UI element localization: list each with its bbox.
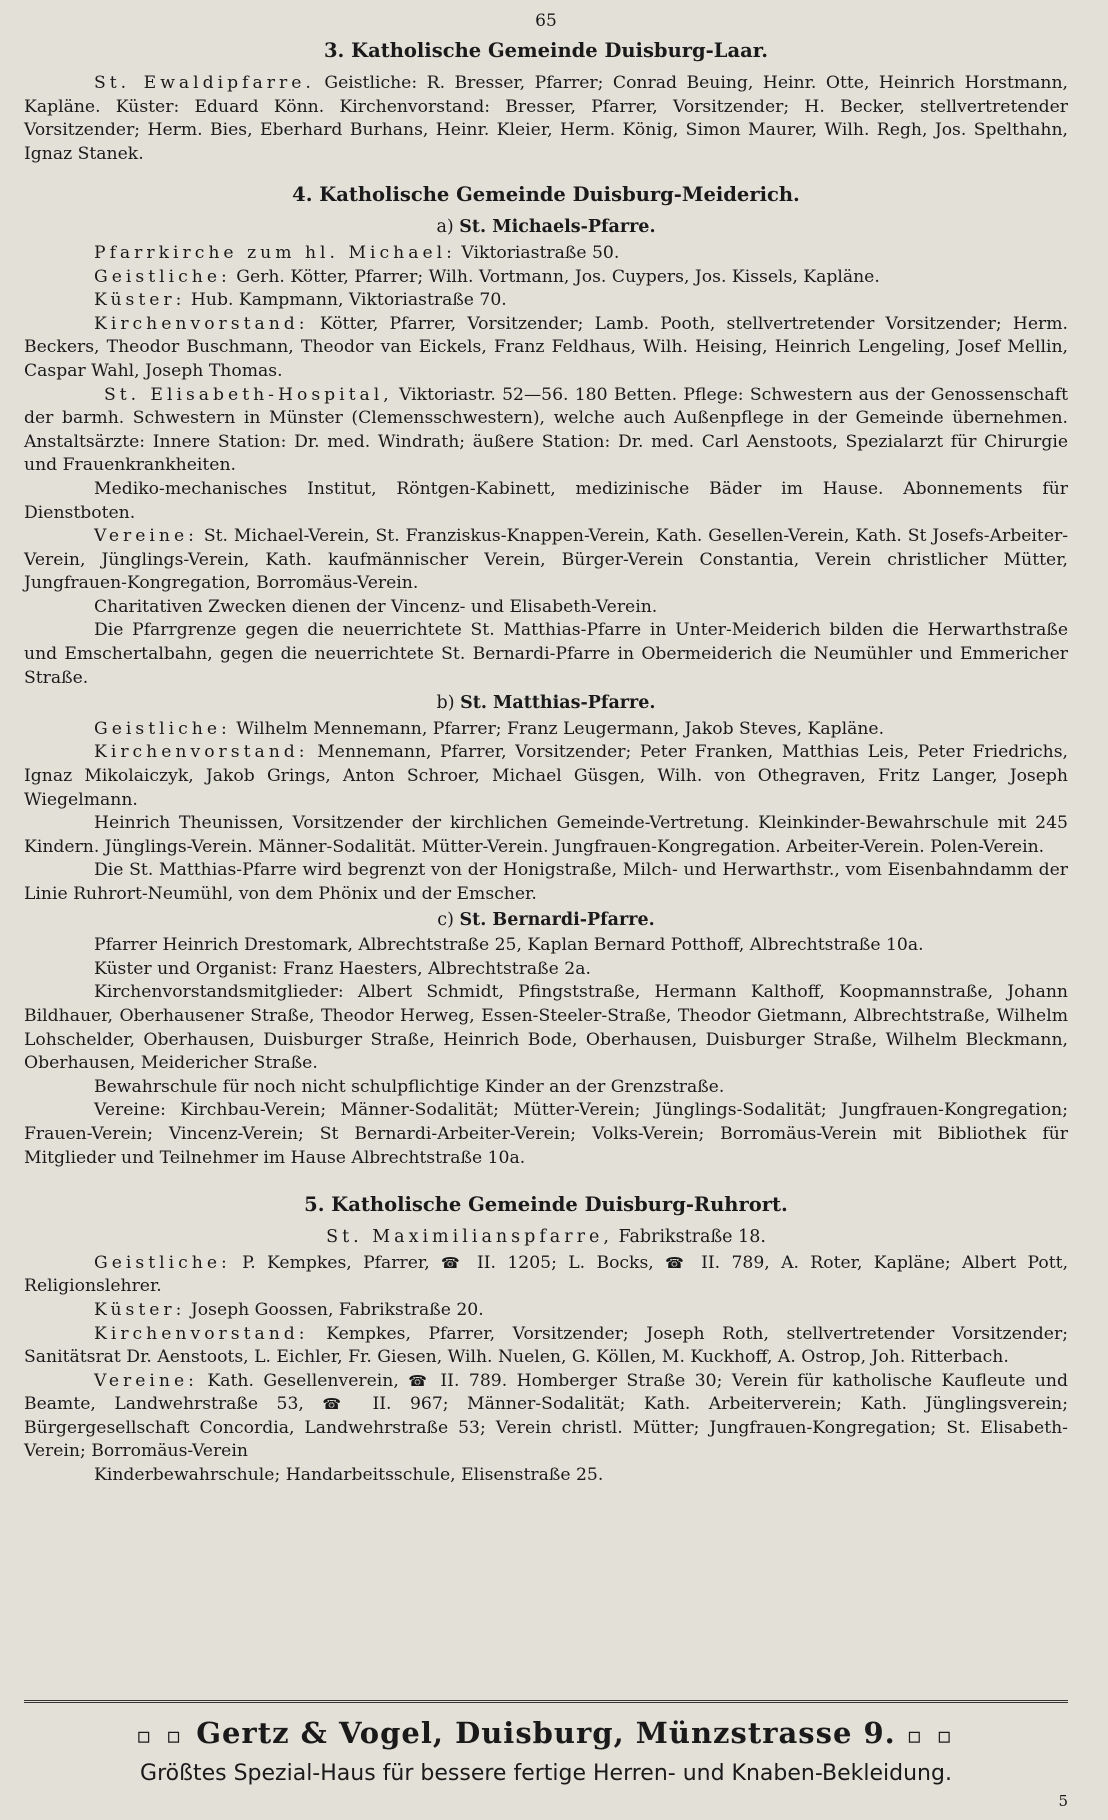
sheet-number: 5 (1058, 1792, 1068, 1810)
s4c-heading (24, 909, 1068, 933)
s4a-kuester-label: Küster: (94, 290, 186, 311)
s4a-hospital-label: St. Elisabeth-Hospital, (104, 384, 393, 405)
s4a-grenze: Die Pfarrgrenze gegen die neuerrichtete St. Matthias-Pfarre in Unter-Meiderich bilden die Herwarthstraße und Emschertalbahn, gegen die neuerrichtete St. Bernardi-Pfarre in Obermeiderich die Neumühler und Emmericher Straße. (24, 620, 1068, 688)
section-3-heading: 3. Katholische Gemeinde Duisburg-Laar. (323, 39, 768, 62)
telephone-hand-icon: ☎ (408, 1371, 431, 1390)
s4a-prefix: a) (436, 217, 454, 238)
s4c-pfarrer: Pfarrer Heinrich Drestomark, Albrechtstraße 25, Kaplan Bernard Potthoff, Albrechtstraße 10a. (94, 935, 924, 956)
ad-company: Gertz & Vogel, Duisburg, Münzstrasse 9. (196, 1716, 896, 1750)
s5-geistliche-3: II. 789, A. Roter, Kapläne; Albert Pott, Religionslehrer. (24, 1252, 1069, 1297)
advertisement (24, 1700, 1068, 1789)
s5-vereine (24, 1370, 1068, 1464)
s3-label: St. Ewaldipfarre. (94, 73, 315, 93)
s4a-geistliche-label: Geistliche: (94, 266, 231, 287)
s5-kinderbewahrschule: Kinderbewahrschule; Handarbeitsschule, Elisenstraße 25. (94, 1465, 604, 1486)
s4a-vereine-label: Vereine: (94, 526, 198, 547)
s4a-kuester-text: Hub. Kampmann, Viktoriastraße 70. (190, 290, 507, 311)
s4a-geistliche-text: Gerh. Kötter, Pfarrer; Wilh. Vortmann, Jos. Cuypers, Jos. Kissels, Kapläne. (236, 266, 880, 287)
s5-pfarre-line (24, 1226, 1068, 1250)
s4a-institut: Mediko-mechanisches Institut, Röntgen-Kabinett, medizinische Bäder im Hause. Abonnements für Dienstboten. (24, 478, 1068, 523)
s4a-charitativ: Charitativen Zwecken dienen der Vincenz- und Elisabeth-Verein. (94, 596, 658, 617)
s3-entry (24, 72, 1068, 166)
s5-kuester-label: Küster: (94, 1299, 186, 1320)
s4a-pfarrkirche (24, 242, 1068, 266)
s4b-geistliche-label: Geistliche: (94, 718, 231, 739)
s4b-prefix: b) (436, 693, 455, 714)
s4a-kuester (24, 289, 1068, 313)
telephone-hand-icon: ☎ (322, 1395, 354, 1414)
s5-vereine-2: II. 789. Homberger Straße 30; Verein für katholische Kaufleute und Beamte, Landwehrstraße 53, (24, 1370, 1068, 1415)
s5-kuester (24, 1299, 1068, 1323)
s5-geistliche-label: Geistliche: (94, 1252, 231, 1273)
s4c-kuester: Küster und Organist: Franz Haesters, Albrechtstraße 2a. (94, 958, 591, 979)
ad-headline (24, 1715, 1068, 1755)
s5-kv-text: Kempkes, Pfarrer, Vorsitzender; Joseph Roth, stellvertretender Vorsitzender; Sanitätsrat Dr. Aenstoots, L. Eichler, Fr. Giesen, Wilh. Nuelen, G. Köllen, M. Kuckhoff, A. Ostrop, Joh. Ritterbach. (24, 1323, 1068, 1368)
ad-subline: Größtes Spezial-Haus für bessere fertige Herren- und Knaben-Bekleidung. (140, 1761, 952, 1786)
s4a-geistliche (24, 266, 1068, 290)
s4c-prefix: c) (437, 909, 454, 930)
s4b-geistliche (24, 718, 1068, 742)
s4a-hospital (24, 384, 1068, 478)
s4c-title: St. Bernardi-Pfarre. (459, 909, 655, 930)
section-4-heading: 4. Katholische Gemeinde Duisburg-Meiderich. (292, 183, 800, 207)
s5-geistliche-2: II. 1205; L. Bocks, (476, 1252, 654, 1273)
s4c-vereine: Vereine: Kirchbau-Verein; Männer-Sodalität; Mütter-Verein; Jünglings-Sodalität; Jungfrauen-Kongregation; Frauen-Verein; Vincenz-Verein; St Bernardi-Arbeiter-Verein; Volks-Verein; Borromäus-Verein mit Bibliothek für Mitglieder und Teilnehmer im Hause Albrechtstraße 10a. (24, 1100, 1068, 1168)
s4a-kv-text: Kötter, Pfarrer, Vorsitzender; Lamb. Pooth, stellvertretender Vorsitzender; Herm. Beckers, Theodor Buschmann, Theodor van Eickels, Franz Feldhaus, Wilh. Heising, Heinrich Lengeling, Josef Mellin, Caspar Wahl, Joseph Thomas. (24, 313, 1068, 381)
s4b-title: St. Matthias-Pfarre. (460, 693, 656, 714)
s4a-title: St. Michaels-Pfarre. (459, 217, 656, 238)
s5-vereine-3: II. 967; Männer-Sodalität; Kath. Arbeiterverein; Kath. Jünglingsverein; Bürgergesellschaft Concordia, Landwehrstraße 53; Verein christl. Mütter; Jungfrauen-Kongregation; St. Elisabeth-Verein; Borromäus-Verein (24, 1394, 1068, 1462)
s5-label-text: Fabrikstraße 18. (618, 1227, 766, 1248)
s5-kirchenvorstand (24, 1323, 1068, 1370)
s4c-kirchenvorstand: Kirchenvorstandsmitglieder: Albert Schmidt, Pfingststraße, Hermann Kalthoff, Koopmannstraße, Johann Bildhauer, Oberhausener Straße, Theodor Herweg, Essen-Steeler-Straße, Theodor Gietmann, Albrechtstraße, Wilhelm Lohschelder, Oberhausen, Duisburger Straße, Heinrich Bode, Oberhausen, Duisburger Straße, Wilhelm Bleckmann, Oberhausen, Meidericher Straße. (24, 982, 1068, 1074)
s5-kuester-text: Joseph Goossen, Fabrikstraße 20. (190, 1299, 484, 1320)
s3-text: Geistliche: R. Bresser, Pfarrer; Conrad Beuing, Heinr. Otte, Heinrich Horstmann, Kapläne. Küster: Eduard Könn. Kirchenvorstand: Bresser, Pfarrer, Vorsitzender; H. Becker, stellvertretender Vorsitzender; Herm. Bies, Eberhard Burhans, Heinr. Kleier, Herm. König, Simon Maurer, Wilh. Regh, Jos. Spelthahn, Ignaz Stanek. (24, 73, 1069, 164)
telephone-hand-icon: ☎ (441, 1253, 466, 1272)
s5-geistliche (24, 1252, 1068, 1299)
s4a-pfarrkirche-label: Pfarrkirche zum hl. Michael: (94, 242, 456, 263)
s5-geistliche-1: P. Kempkes, Pfarrer, (242, 1252, 430, 1273)
section-5-heading: 5. Katholische Gemeinde Duisburg-Ruhrort. (304, 1193, 788, 1217)
s4a-heading (24, 216, 1068, 240)
s4a-vereine (24, 525, 1068, 596)
s4c-bewahrschule: Bewahrschule für noch nicht schulpflichtige Kinder an der Grenzstraße. (94, 1076, 725, 1097)
s5-vereine-label: Vereine: (94, 1370, 198, 1391)
s4b-kv-label: Kirchenvorstand: (94, 742, 309, 763)
ad-left-squares: ▫ ▫ (136, 1724, 186, 1749)
page-number: 65 (535, 11, 557, 31)
s4b-kirchenvorstand (24, 741, 1068, 812)
ad-right-squares: ▫ ▫ (906, 1724, 956, 1749)
s4b-kv-text: Mennemann, Pfarrer, Vorsitzender; Peter Franken, Matthias Leis, Peter Friedrichs, Ignaz Mikolaiczyk, Jakob Grings, Anton Schroer, Michael Güsgen, Wilh. von Othegraven, Fritz Langer, Joseph Wiegelmann. (24, 742, 1069, 810)
telephone-hand-icon: ☎ (665, 1253, 690, 1272)
s5-vereine-1: Kath. Gesellenverein, (207, 1370, 399, 1391)
s5-kv-label: Kirchenvorstand: (94, 1323, 309, 1344)
s4a-vereine-text: St. Michael-Verein, St. Franziskus-Knappen-Verein, Kath. Gesellen-Verein, Kath. St Josefs-Arbeiter-Verein, Jünglings-Verein, Kath. kaufmännischer Verein, Bürger-Verein Constantia, Verein christlicher Mütter, Jungfrauen-Kongregation, Borromäus-Verein. (24, 526, 1069, 594)
s4b-heading (24, 692, 1068, 716)
s4a-pfarrkirche-text: Viktoriastraße 50. (461, 242, 620, 263)
s4a-kirchenvorstand (24, 313, 1068, 384)
s4a-hospital-text: Viktoriastr. 52—56. 180 Betten. Pflege: Schwestern aus der Genossenschaft der barmh. Schwestern in Münster (Clemensschwestern), welche auch Außenpflege in der Gemeinde übernehmen. Anstaltsärzte: Innere Station: Dr. med. Windrath; äußere Station: Dr. med. Carl Aenstoots, Spezialarzt für Chirurgie und Frauenkrankheiten. (24, 384, 1068, 476)
s4a-kv-label: Kirchenvorstand: (94, 313, 309, 334)
s5-label: St. Maximilianspfarre, (326, 1227, 613, 1248)
s4b-grenze: Die St. Matthias-Pfarre wird begrenzt von der Honigstraße, Milch- und Herwarthstr., vom Eisenbahndamm der Linie Ruhrort-Neumühl, von dem Phönix und der Emscher. (24, 860, 1068, 904)
s4b-vertretung: Heinrich Theunissen, Vorsitzender der kirchlichen Gemeinde-Vertretung. Kleinkinder-Bewahrschule mit 245 Kindern. Jünglings-Verein. Männer-Sodalität. Mütter-Verein. Jungfrauen-Kongregation. Arbeiter-Verein. Polen-Verein. (24, 813, 1068, 857)
s4b-geistliche-text: Wilhelm Mennemann, Pfarrer; Franz Leugermann, Jakob Steves, Kapläne. (236, 718, 885, 739)
